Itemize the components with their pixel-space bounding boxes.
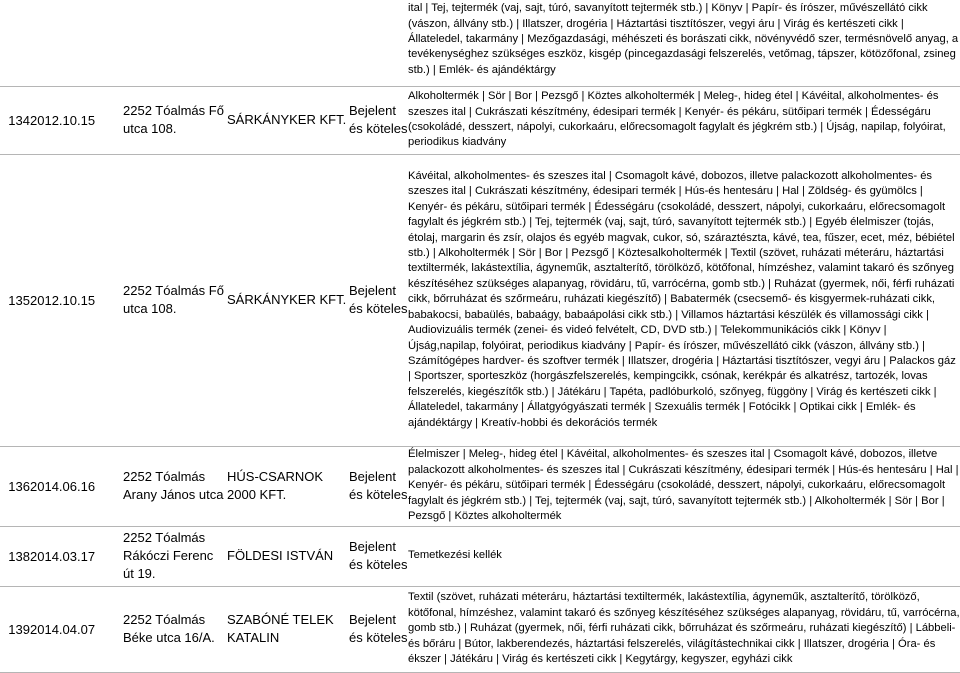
- row-company: SÁRKÁNYKER KFT.: [227, 154, 349, 446]
- row-date: 2014.04.07: [30, 586, 123, 672]
- table-row: [0, 154, 960, 446]
- row-number: 135: [0, 154, 30, 446]
- row-number: 139: [0, 586, 30, 672]
- table-row: [0, 526, 960, 586]
- table-row: [0, 86, 960, 154]
- row-company: HÚS-CSARNOK 2000 KFT.: [227, 446, 349, 526]
- row-company: SÁRKÁNYKER KFT.: [227, 86, 349, 154]
- row-number: 138: [0, 526, 30, 586]
- row-number: [0, 0, 30, 86]
- row-number: 134: [0, 86, 30, 154]
- row-type: Bejelent és köteles: [349, 526, 408, 586]
- row-type: [349, 0, 408, 86]
- row-goods: Kávéital, alkoholmentes- és szeszes ital | Csomagolt kávé, dobozos, illetve palackozott alkoholmentes- és szeszes ital | Cukrászati készítmény, édesipari termék | Hús-és hentesáru | Hal | Zöldség- és gyümölcs | Kenyér- és pékáru, sütőipari termék | Édességáru (csokoládé, desszert, nápolyi, cukorkaáru, előrecsomagolt fagylalt és jégkrém stb.) | Tej, tejtermék (vaj, sajt, túró, savanyított tejtermék stb.) | Egyéb élelmiszer (tojás, étolaj, margarin és zsír, olajos és egyéb magvak, cukor, só, száraztészta, kávé, tea, fűszer, ecet, méz, bébiétel stb.) | Alkoholtermék | Sör | Bor | Pezsgő | Köztesalkoholtermék | Textil (szövet, ruházati méteráru, háztartási textiltermék, lakástextília, ágyneműk, asztalterítő, törölköző, kötőfonal, hímzéshez, valamint takaró és szőnyeg készítéséhez szükséges alapanyag, rövidáru, tű, varrócérna, gomb stb.) | Ruházat (gyermek, női, férfi ruházati cikk, bőrruházat és szőrmeáru, ruházati kiegészítő) | Babatermék (csecsemő- és kisgyermek-ruházati cikk, babakocsi, babaülés, babaágy, babaápolási cikk stb.) | Villamos háztartási készülék és villamossági cikk | Audiovizuális termék (zenei- és videó felvételt, CD, DVD stb.) | Telekommunikációs cikk | Könyv | Újság,napilap, folyóirat, periodikus kiadvány | Papír- és írószer, művészellátó cikk (vászon, állvány stb.) | Számítógépes hardver- és szoftver termék | Illatszer, drogéria | Háztartási tisztítószer, vegyi áru | Palackos gáz | Sportszer, sporteszköz (horgászfelszerelés, kempingcikk, csónak, kerékpár és alkatrész, tartozék, lovas felszerelés, kiegészítők stb.) | Játékáru | Tapéta, padlóburkoló, szőnyeg, függöny | Virág és kertészeti cikk | Állateledel, takarmány | Állatgyógyászati termék | Szexuális termék | Fotócikk | Optikai cikk | Emlék- és ajándéktárgy | Kreatív-hobbi és dekorációs termék: [408, 154, 960, 446]
- row-address: 2252 Tóalmás Fő utca 108.: [123, 86, 227, 154]
- row-address: 2252 Tóalmás Fő utca 108.: [123, 154, 227, 446]
- row-type: Bejelent és köteles: [349, 154, 408, 446]
- table-row: [0, 586, 960, 672]
- row-date: 2012.10.15: [30, 86, 123, 154]
- table-row: [0, 0, 960, 86]
- row-company: SZABÓNÉ TELEK KATALIN: [227, 586, 349, 672]
- row-date: 2014.06.16: [30, 446, 123, 526]
- row-date: 2012.10.15: [30, 154, 123, 446]
- row-type: Bejelent és köteles: [349, 586, 408, 672]
- row-type: Bejelent és köteles: [349, 86, 408, 154]
- row-goods: Élelmiszer | Meleg-, hideg étel | Kávéital, alkoholmentes- és szeszes ital | Csomagolt kávé, dobozos, illetve palackozott alkoholmentes- és szeszes ital | Cukrászati készítmény, édesipari termék | Hús-és hentesáru | Hal | Kenyér- és pékáru, sütőipari termék | Édességáru (csokoládé, desszert, nápolyi, cukorkaáru, előrecsomagolt fagylalt és jégkrém stb.) | Tej, tejtermék (vaj, sajt, túró, savanyított tejtermék stb.) | Alkoholtermék | Sör | Bor | Pezsgő | Köztes alkoholtermék: [408, 446, 960, 526]
- row-goods: ital | Tej, tejtermék (vaj, sajt, túró, savanyított tejtermék stb.) | Könyv | Papír- és írószer, művészellátó cikk (vászon, állvány stb.) | Illatszer, drogéria | Háztartási tisztítószer, vegyi áru | Virág és kertészeti cikk | Állateledel, takarmány | Mezőgazdasági, méhészeti és borászati cikk, növényvédő szer, termésnövelő anyag, a tevékenységhez szükséges eszköz, kisgép (pincegazdasági felszerelés, vetőmag, tápszer, kötözőfonal, zsineg stb.) | Emlék- és ajándéktárgy: [408, 0, 960, 86]
- row-date: [30, 0, 123, 86]
- row-number: 136: [0, 446, 30, 526]
- row-company: FÖLDESI ISTVÁN: [227, 526, 349, 586]
- row-address: 2252 Tóalmás Béke utca 16/A.: [123, 586, 227, 672]
- row-date: 2014.03.17: [30, 526, 123, 586]
- row-goods: Alkoholtermék | Sör | Bor | Pezsgő | Köztes alkoholtermék | Meleg-, hideg étel | Kávéital, alkoholmentes- és szeszes ital | Cukrászati készítmény, édesipari termék | Kenyér- és pékáru, sütőipari termék | Édességáru (csokoládé, desszert, nápolyi, cukorkaáru, előrecsomagolt fagylalt és jégkrém stb.) | Újság, napilap, folyóirat, periodikus kiadvány: [408, 86, 960, 154]
- row-address: 2252 Tóalmás Rákóczi Ferenc út 19.: [123, 526, 227, 586]
- table-row: [0, 446, 960, 526]
- row-goods: Textil (szövet, ruházati méteráru, háztartási textiltermék, lakástextília, ágyneműk, asztalterítő, törölköző, kötőfonal, hímzéshez, valamint takaró és szőnyeg készítéséhez szükséges alapanyag, rövidáru, tű, varrócérna, gomb stb.) | Ruházat (gyermek, női, férfi ruházati cikk, bőrruházat és szőrmeáru, ruházati kiegészítő) | Lábbeli- és bőráru | Bútor, lakberendezés, háztartási felszerelés, világítástechnikai cikk | Illatszer, drogéria | Óra- és ékszer | Játékáru | Virág és kertészeti cikk | Kegytárgy, kegyszer, egyházi cikk: [408, 586, 960, 672]
- row-type: Bejelent és köteles: [349, 446, 408, 526]
- row-address: [123, 0, 227, 86]
- row-company: [227, 0, 349, 86]
- row-goods: Temetkezési kellék: [408, 526, 960, 586]
- row-address: 2252 Tóalmás Arany János utca: [123, 446, 227, 526]
